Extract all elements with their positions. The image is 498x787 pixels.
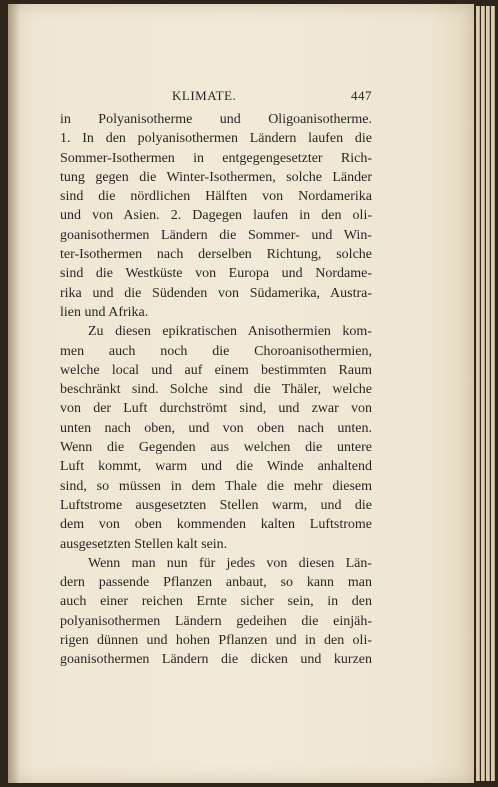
text-line: sind die Westküste von Europa und Nordame- bbox=[60, 266, 372, 282]
text-line: polyanisothermen Ländern gedeihen die einjäh- bbox=[60, 613, 372, 629]
text-line: 1. In den polyanisothermen Ländern laufen die bbox=[60, 131, 372, 147]
text-line: beschränkt sind. Solche sind die Thäler, welche bbox=[60, 382, 372, 398]
text-line: rigen dünnen und hohen Pflanzen und in den oli- bbox=[60, 633, 372, 649]
page-edge bbox=[486, 6, 490, 781]
page-number: 447 bbox=[351, 88, 372, 103]
text-line: ter-Isothermen nach derselben Richtung, solche bbox=[60, 247, 372, 263]
body-text bbox=[60, 110, 372, 670]
text-line: men auch noch die Choroanisothermien, bbox=[60, 343, 372, 359]
text-line: unten nach oben, und von oben nach unten. bbox=[60, 420, 372, 436]
text-line: von der Luft durchströmt sind, und zwar von bbox=[60, 401, 372, 417]
text-line: auch einer reichen Ernte sicher sein, in den bbox=[60, 594, 372, 610]
text-line: Zu diesen epikratischen Anisothermien kom- bbox=[88, 324, 372, 340]
text-line: rika und die Südenden von Südamerika, Austra- bbox=[60, 285, 372, 301]
text-line: tung gegen die Winter-Isothermen, solche Länder bbox=[60, 169, 372, 185]
text-line: goanisothermen Ländern die dicken und kurzen bbox=[60, 652, 372, 668]
text-line: sind die nördlichen Hälften von Nordamerika bbox=[60, 189, 372, 205]
text-line: Wenn die Gegenden aus welchen die untere bbox=[60, 440, 372, 456]
page-header bbox=[60, 88, 372, 108]
page-edge bbox=[476, 6, 480, 781]
text-line: und von Asien. 2. Dagegen laufen in den oli- bbox=[60, 208, 372, 224]
text-line: dern passende Pflanzen anbaut, so kann man bbox=[60, 575, 372, 591]
text-line: ausgesetzten Stellen kalt sein. bbox=[60, 536, 228, 552]
text-line: lien und Afrika. bbox=[60, 304, 149, 320]
page-edge bbox=[481, 6, 485, 781]
text-line: welche local und auf einem bestimmten Raum bbox=[60, 362, 372, 378]
text-line: Luftstrome ausgesetzten Stellen warm, und die bbox=[60, 497, 372, 513]
text-line: sind, so müssen in dem Thale die mehr diesem bbox=[60, 478, 372, 494]
page-edge bbox=[491, 6, 495, 781]
binding-shadow bbox=[8, 4, 20, 783]
text-line: Luft kommt, warm und die Winde anhaltend bbox=[60, 459, 372, 475]
text-line: Wenn man nun für jedes von diesen Län- bbox=[88, 555, 372, 571]
text-line: in Polyanisotherme und Oligoanisotherme. bbox=[60, 112, 372, 127]
text-line: Sommer-Isothermen in entgegengesetzter Rich- bbox=[60, 150, 372, 166]
text-line: dem von oben kommenden kalten Luftstrome bbox=[60, 517, 372, 533]
running-head: KLIMATE. bbox=[172, 88, 237, 103]
text-line: goanisothermen Ländern die Sommer- und Win- bbox=[60, 227, 372, 243]
